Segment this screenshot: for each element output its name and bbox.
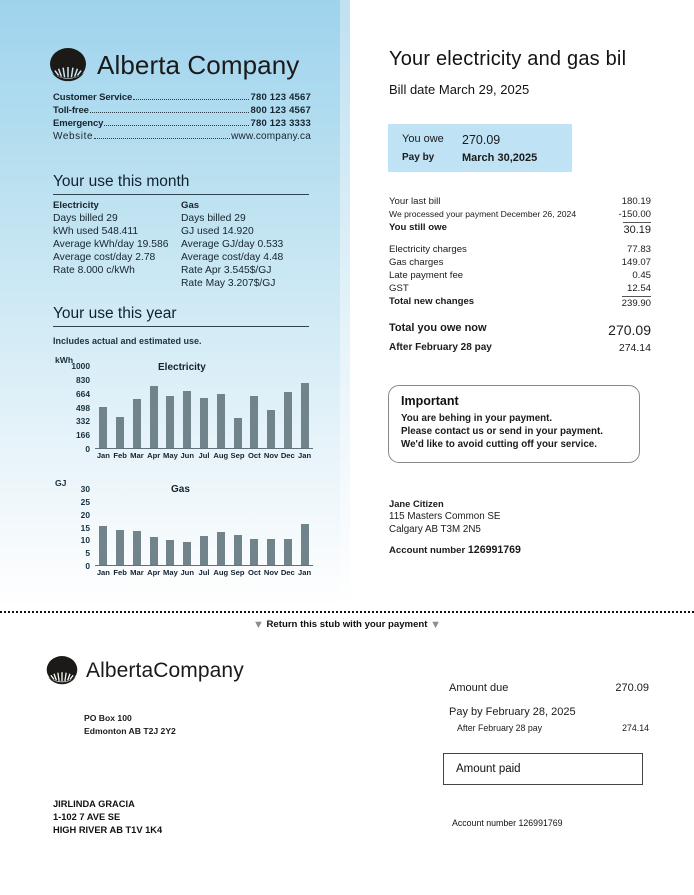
chart-x-tick-label: Jun [180,568,194,577]
contact-row-toll-free [53,105,311,118]
chart-bar-slot [179,488,196,565]
chart-y-axis [61,361,95,454]
chart-bar [217,532,225,565]
chart-x-tick-label: Mar [130,451,144,460]
chart-bar-slot [212,488,229,565]
chart-bar [217,394,225,448]
amount-owing-box [388,124,572,172]
chart-x-tick-label: Oct [247,451,261,460]
chart-bar-slot [179,365,196,448]
customer-address-line-1: 115 Masters Common SE [389,511,501,523]
return-stub-note [0,619,694,631]
chart-bar [200,536,208,564]
chart-x-tick-label: Dec [280,568,295,577]
charge-label: We processed your payment December 26, 2024 [389,209,577,219]
chart-bar [301,383,309,447]
chart-y-tick: 830 [76,375,90,386]
stub-after-label: After February 28 pay [457,723,543,733]
chart-bar [267,539,275,564]
usage-line: Average kWh/day 19.586 [53,239,169,251]
usage-line: GJ used 14.920 [181,226,254,238]
stub-amount-due-label: Amount due [449,682,509,694]
bill-date: Bill date March 29, 2025 [389,82,530,97]
stub-po-city: Edmonton AB T2J 2Y2 [84,725,176,736]
chart-bar [250,539,258,565]
spacer [389,235,669,244]
chart-title: Electricity [158,362,206,373]
charge-label: After February 28 pay [389,342,492,353]
chart-bar [99,526,107,564]
contact-label: Website [53,131,94,142]
usage-summary-table [53,200,309,291]
leader-dots [104,125,249,126]
chart-bars [95,488,313,565]
charge-label: Electricity charges [389,244,467,255]
usage-line: Days billed 29 [53,213,118,224]
stub-company-name: AlbertaCompany [86,658,244,682]
chart-x-axis-labels [95,451,313,460]
amount-paid-field[interactable] [443,753,643,785]
you-owe-amount: 270.09 [462,133,501,147]
down-triangle-icon: ▼ [252,619,264,631]
charges-table [389,196,669,358]
chart-bar [133,531,141,565]
contact-row-customer-service [53,92,311,105]
chart-bar-slot [112,488,129,565]
chart-x-axis-labels [95,568,313,577]
chart-bar-slot [296,488,313,565]
stub-after-value: 274.14 [622,723,649,733]
charge-row-electricity [389,244,669,257]
chart-bar [234,418,242,448]
chart-plot-area [71,361,313,454]
stub-po-box: PO Box 100 [84,713,132,723]
pay-by-label: Pay by [402,152,435,163]
chart-x-tick-label: Aug [213,451,229,460]
chart-y-axis [61,484,95,571]
chart-y-tick: 25 [80,496,90,507]
important-notice-box [388,385,640,463]
usage-line: Days billed 29 [181,213,246,224]
contact-row-emergency [53,118,311,131]
chart-bar-slot [162,365,179,448]
charge-row-payment [389,209,669,222]
charge-row-total-owing [389,322,669,342]
stub-after-row [449,723,649,740]
chart-y-tick: 0 [85,561,90,571]
charge-value: -150.00 [618,209,651,220]
chart-bar [183,542,191,565]
chart-x-tick-label: Dec [280,451,295,460]
chart-x-tick-label: Jan [96,568,110,577]
chart-x-tick-label: Feb [113,451,127,460]
chart-y-tick: 5 [85,548,90,559]
chart-x-tick-label: Jan [298,451,312,460]
chart-bar [250,396,258,448]
charge-label: Total new changes [389,296,475,307]
usage-column-electricity [53,200,181,291]
account-number-label: Account number [389,544,466,556]
chart-x-tick-label: Jan [96,451,110,460]
chart-x-tick-label: Jul [198,451,210,460]
stub-payer-address [53,798,162,837]
stub-amount-block [449,682,649,740]
chart-bar [166,540,174,565]
charge-value: 270.09 [608,322,651,338]
chart-bar [150,386,158,448]
usage-note: Includes actual and estimated use. [53,336,202,346]
bill-title: Your electricity and gas bil [389,48,627,70]
stub-payby-text: Pay by February 28, 2025 [449,706,576,718]
chart-y-unit: GJ [55,478,67,488]
charge-label: Total you owe now [389,322,487,334]
chart-x-tick-label: Sep [230,451,245,460]
chart-y-tick: 15 [80,522,90,533]
sunburst-circle-logo-icon [45,655,79,686]
chart-x-tick-label: May [163,568,178,577]
pay-by-date: March 30,2025 [462,152,538,164]
usage-line: Average cost/day 2.78 [53,252,156,264]
usage-line: Rate May 3.207$/GJ [181,278,276,290]
chart-y-tick: 332 [76,416,90,427]
usage-line: Rate 8.000 c/kWh [53,265,135,277]
spacer [389,309,669,322]
chart-bar [150,537,158,564]
charge-value: 149.07 [621,257,651,268]
chart-x-tick-label: Jul [198,568,210,577]
charge-row-last-bill [389,196,669,209]
usage-column-title: Electricity [53,200,99,211]
chart-bar-slot [246,488,263,565]
usage-line: Average GJ/day 0.533 [181,239,284,251]
contact-value: 780 123 3333 [250,118,311,129]
stub-amount-due-value: 270.09 [615,682,649,694]
chart-y-tick: 20 [80,509,90,520]
usage-line: Rate Apr 3.545$/GJ [181,265,272,277]
leader-dots [94,138,230,139]
chart-bar [284,392,292,448]
chart-bar-slot [129,488,146,565]
chart-y-tick: 10 [80,535,90,546]
section-heading-use-year: Your use this year [53,305,309,327]
chart-bar-slot [129,365,146,448]
chart-plot-area [80,484,313,571]
chart-x-tick-label: Jan [298,568,312,577]
chart-bar-slot [212,365,229,448]
leader-dots [133,99,249,100]
chart-bar [301,524,309,565]
you-owe-label: You owe [402,133,444,145]
charge-row-gas [389,257,669,270]
charge-row-still-owe [389,222,669,235]
chart-bar-slot [95,488,112,565]
leader-dots [90,112,250,113]
company-logo [48,47,299,83]
important-line-3: We'd like to avoid cutting off your service. [401,439,597,451]
customer-address-line-2: Calgary AB T3M 2N5 [389,524,481,536]
chart-bar-slot [162,488,179,565]
charge-label: GST [389,283,409,294]
charge-label: Late payment fee [389,270,464,281]
company-name: Alberta Company [97,49,300,80]
chart-bar-slot [279,365,296,448]
chart-bar-slot [145,365,162,448]
chart-x-tick-label: Mar [130,568,144,577]
chart-y-tick: 1000 [71,361,90,371]
chart-bar-slot [196,488,213,565]
chart-x-tick-label: May [163,451,178,460]
usage-line: Average cost/day 4.48 [181,252,284,264]
chart-y-unit: kWh [55,355,74,365]
stub-payer-address-2: HIGH RIVER AB T1V 1K4 [53,825,163,835]
important-heading: Important [401,394,459,408]
chart-bar-slot [196,365,213,448]
stub-payer-address-1: 1-102 7 AVE SE [53,812,121,822]
contact-value: 800 123 4567 [250,105,311,116]
chart-bar-slot [229,488,246,565]
chart-y-tick: 498 [76,402,90,413]
chart-bar-slot [145,488,162,565]
important-line-1: You are behing in your payment. [401,413,553,424]
usage-line: kWh used 548.411 [53,226,139,238]
chart-x-tick-label: Nov [263,451,279,460]
chart-bar-slot [279,488,296,565]
chart-title: Gas [171,484,190,495]
chart-bar [116,530,124,565]
sunburst-circle-logo-icon [48,47,88,83]
down-triangle-icon: ▼ [430,619,442,631]
contact-value: 780 123 4567 [250,92,311,103]
stub-payer-name: JIRLINDA GRACIA [53,799,135,809]
charge-value: 77.83 [626,244,651,255]
chart-x-tick-label: Nov [263,568,279,577]
charge-label: Gas charges [389,257,444,268]
chart-bar [116,417,124,448]
chart-bar-slot [229,365,246,448]
chart-bar [234,535,242,565]
perforation-line [0,611,694,613]
return-stub-text: Return this stub with your payment [266,619,428,630]
section-heading-use-month: Your use this month [53,173,309,195]
contact-label: Toll-free [53,105,89,116]
customer-name: Jane Citizen [389,498,444,509]
chart-bar [166,396,174,447]
contact-label: Customer Service [53,92,133,103]
chart-bar [183,391,191,448]
chart-bar [133,399,141,447]
chart-bar-slot [263,488,280,565]
charge-row-late-fee [389,270,669,283]
pay-by-row [402,152,537,164]
chart-bar-slot [263,365,280,448]
chart-x-tick-label: Oct [247,568,261,577]
chart-y-tick: 166 [76,430,90,441]
customer-address-block [389,497,521,557]
stub-company-logo [45,655,244,686]
amount-paid-label: Amount paid [456,763,521,775]
charge-value: 0.45 [632,270,651,281]
chart-bar-slot [296,365,313,448]
chart-gas [53,478,315,583]
chart-y-tick: 0 [85,444,90,454]
contact-label: Emergency [53,118,104,129]
charge-label: You still owe [389,222,447,233]
chart-x-tick-label: Feb [113,568,127,577]
charge-row-total-new [389,296,669,309]
important-line-2: Please contact us or send in your payment. [401,426,603,438]
charge-value: 180.19 [621,196,651,207]
chart-bar-slot [95,365,112,448]
account-number-value: 126991769 [467,543,521,556]
stub-account-number: Account number 126991769 [452,818,563,828]
chart-bar [99,407,107,447]
chart-x-tick-label: Apr [147,568,161,577]
charge-value: 30.19 [623,224,651,236]
charge-row-gst [389,283,669,296]
account-number-row [389,544,521,557]
chart-x-tick-label: Aug [213,568,229,577]
charge-value: 12.54 [626,283,651,294]
chart-y-tick: 664 [76,388,90,399]
chart-x-axis-line [95,448,313,449]
stub-company-address [84,712,176,737]
chart-bar [267,410,275,448]
chart-x-tick-label: Apr [147,451,161,460]
chart-x-axis-line [95,565,313,566]
chart-bar [200,398,208,448]
usage-column-gas [181,200,309,291]
charge-value: 239.90 [621,298,651,309]
charge-value: 274.14 [618,342,651,354]
chart-bar-slot [112,365,129,448]
usage-column-title: Gas [181,200,200,211]
chart-electricity [53,355,315,460]
contact-value: www.company.ca [231,131,311,142]
stub-amount-due-row [449,682,649,699]
chart-x-tick-label: Sep [230,568,245,577]
chart-bar [284,539,292,564]
chart-bars [95,365,313,448]
chart-x-tick-label: Jun [180,451,194,460]
charge-label: Your last bill [389,196,441,207]
you-owe-row [402,133,500,147]
stub-payby-row [449,699,649,723]
chart-y-tick: 30 [80,484,90,494]
chart-bar-slot [246,365,263,448]
charge-row-after-date [389,342,669,358]
contact-list [53,92,311,146]
contact-row-website [53,131,311,146]
